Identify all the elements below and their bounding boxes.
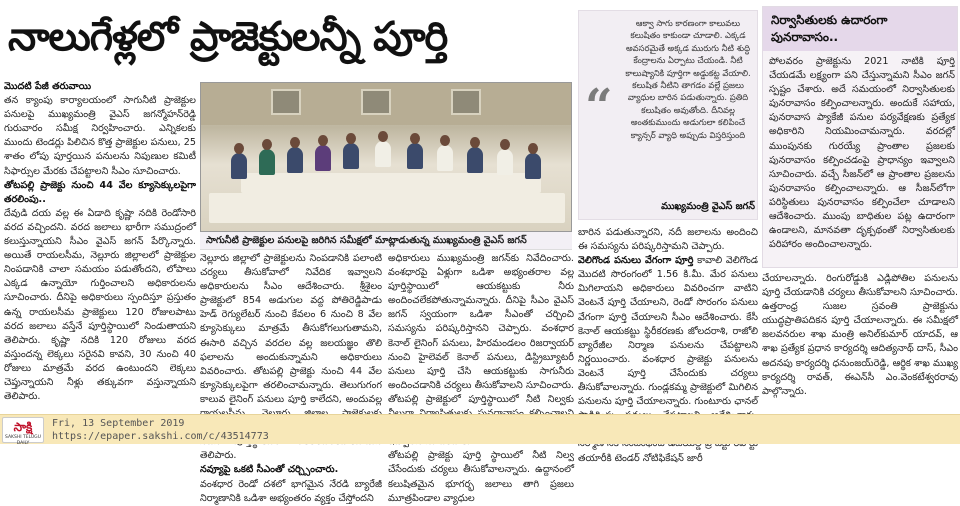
article-column-5: చేయాలన్నారు. రింగురోడ్డుకి ఎడ్లిపోతిల పనులను పూర్తి చేయడానికి చర్యలు తీసుకోవాలని సూచించారు. ఉత్తరాంధ్ర సుజల స్రవంతి ప్రాజెక్టును యుద్ధప్రాతిపదికన పూర్తి చేయాలన్నారు. ఈ సమీక్షలో జలవనరుల శాఖ మంత్రి అనిల్‌కుమార్ యాదవ్, ఆ శాఖ ప్రత్యేక ప్రధాన కార్యదర్శి ఆదిత్యనాథ్ దాస్, సీఎం అదనపు కార్యదర్శి ధనుంజయ్‌రెడ్డి, ఆర్థిక శాఖ ముఖ్య కార్యదర్శి రావత్, ఈఎన్‌సీ ఎం.వెంకటేశ్వరరావు పాల్గొన్నారు. [762,273,958,397]
quote-text: ఆక్వా సాగు కారణంగా కాలువలు కలుషితం కాకుండా చూడాలి. ఎక్కడ అవసరమైతే అక్కడ మురుగు నీటి శుద్ధి కేంద్రాలను ఏర్పాటు చేయండి. నీటి కాలుష్యానికి పూర్తిగా అడ్డుకట్ట వేయాలి. కలుషిత నీటిని తాగడం వల్లే ప్రజలు వ్యాధుల బారిన పడుతున్నారు. ప్రతిది కలుషితం అవుతోంది. దీనివల్ల అంతకుముందు అడుగులా కలిపించే క్యాన్సర్ వ్యాధి అప్పుడు విస్తరిస్తుంది [625,18,751,140]
quote-mark-icon: “ [585,79,613,135]
paragraph: కావాలి వెలిగొండ మొదటి సొరంగంలో 1.56 కి.మీ. మేర పనులు మిగిలాయని అధికారులు వివరించగా వాటిని వెంటనే పూర్తి చేయాలని, రెండో సొరంగం పనులు వేగంగా పూర్తి చేయాలని సీఎం ఆదేశించారు. కేసీ కెనాల్ ఆయకట్టు స్థిరీకరణకు జోలదరాశి, రాజోలి బ్యారేజీల నిర్మాణ పనులను చేపట్టాలని నిర్ణయించారు. వంశధార ప్రాజెక్టు పనులను వెంటనే పూర్తి చేసేందుకు చర్యలు తీసుకోవాలన్నారు. గుండ్లకమ్మ ప్రాజెక్టులో మిగిలిన పనులను పూర్తి చేయాలన్నారు. గుంటూరు ఛానల్ తయారీకి టెండర్ నోటిఫికేషన్ జారీ [578,255,758,464]
quote-box [578,10,758,220]
dateline: మొదటి పేజీ తరువాయి [4,81,92,92]
subheading: వెలిగొండ పనులు వేగంగా పూర్తి [578,255,694,267]
logo-wordmark: సాక్షి [13,420,33,434]
article-column-4 [578,226,758,464]
paragraph: అధికారులు ముఖ్యమంత్రి జగన్‌కు నివేదించారు. వంశధారపై ఏళ్లుగా ఒడిశా అభ్యంతరాల వల్ల పూర్తిస్థాయిలో ఆయకట్టుకు నీరు అందించలేకపోతున్నామన్నారు. దీనిపై సీఎం వైఎస్ జగన్ స్వయంగా ఒడిశా సీఎంతో చర్చించి సమస్యను పరిష్కరిస్తానని చెప్పారు. వంశధార కెనాల్ లైనింగ్ పనులు, హిరమండలం రిజర్వాయర్ నుంచి హైలెవల్ కెనాల్ పనులు, డిస్ట్రిబ్యూటరీ పనులు పూర్తి చేసి ఆయకట్టుకు సాగునీరు అందించడానికి చర్యలు తీసుకోవాలని సూచించారు. తోటపల్లి ప్రాజెక్టులో పూర్తిస్థాయిలో నీటి నిల్వకు [388,253,574,405]
article-column-3 [388,252,574,504]
sidebar-heading: నిర్వాసితులకు ఉదారంగా పునరావాసం.. [763,7,957,51]
paragraph: తన క్యాంపు కార్యాలయంలో సాగునీటి ప్రాజెక్టుల పనులపై ముఖ్యమంత్రి వైఎస్ జగన్మోహన్‌రెడ్డి గురువారం సమీక్ష నిర్వహించారు. ఎన్నికలకు ముందు టెండర్లు పిలిచిన కొత్త ప్రాజెక్టుల పనులు, 25 శాతం లోపు పూర్తయిన పనులను నిపుణుల కమిటీ సిఫార్సుల మేరకు చేపట్టాలని సీఎం సూచించారు. [4,95,196,177]
subheading: నవ్యూపై ఒకటి సీఎంతో చర్చ్సించారు. [200,464,339,476]
quote-attribution: ముఖ్యమంత్రి వైఎస్ జగన్ [661,201,755,212]
footer-bar [0,414,960,444]
sidebar-box [762,6,958,268]
paragraph: నెల్లూరు జిల్లాలో ప్రాజెక్టులను నింపడానికి పలాంటి చర్యలు తీసుకోవాలో నివేదిక ఇవ్వాలని అధికారులను సీఎం ఆదేశించారు. శ్రీశైలం ప్రాజెక్టులో 854 అడుగుల వద్ద పోతిరెడ్డిపాడు హెడ్ రెగ్యులేటర్ నుంచి కేవలం 6 నుంచి 8 వేల క్యూసెక్కులు మాత్రమే తీసుకోగలుగుతామని, ఈసారి వచ్చిన వరదల వల్ల జలయజ్ఞం తొలి ఫలాలను అందుకున్నామని అధికారులు వివరించారు. తోటపల్లి ప్రాజెక్టు నుంచి 44 వేల క్యూసెక్కులపైగా తరలించామన్నారు. తెలుగుగంగ కాలువ లైనింగ్ పనులు పూర్తి కాలేదని, అందువల్ల తెలిపారు. [200,253,382,462]
sidebar-text: పోలవరం ప్రాజెక్టును 2021 నాటికి పూర్తి చేయడమే లక్ష్యంగా పని చేస్తున్నామని సీఎం జగన్ స్పష్టం చేశారు. అదే సమయంలో నిర్వాసితులకు పునరావాసం కల్పించాలన్నారు. అందుకే సహాయ, పునరావాస ప్యాకేజీ పనుల పర్యవేక్షణకు ప్రత్యేక అధికారిని నియమించామన్నారు. వరదల్లో ముంపునకు గురయ్యే ప్రాంతాల ప్రజలకు పునరావాసం కల్పించడంపై ప్రాధాన్యం ఇవ్వాలని సూచించారు. వచ్చే సీజన్‌లో ఆ ప్రాంతాల ప్రజలను పునరావాసం కల్పించాలన్నారు. ఆ సీజన్‌లోగా పరిస్థితులు పునరావాసం కల్పించేలా చూడాలని ఆదేశించారు. ముంపు బాధితుల పట్ల ఉదారంగా ఉండాలని, మానవతా దృక్పథంతో నిర్వాసితులకు పరిహారం అందించాలన్నారు. [769,56,955,251]
logo-tagline: SAKSHI TELUGU DAILY [5,435,41,446]
paragraph: తోటపల్లి ప్రాజెక్టు పూర్తి స్థాయిలో నీటి నిల్వ చేసేందుకు చర్యలు తీసుకోవాలన్నారు. ఉద్దానంలో కలుషితమైన భూగర్భ జలాలు తాగి ప్రజలు మూత్రపిండాల వ్యాధుల [388,450,574,504]
paragraph: వంశధార రెండో దశలో భాగమైన నేరడి బ్యారేజీ నిర్మాణానికి ఒడిశా అభ్యంతరం వ్యక్తం చేస్తోందని [200,478,382,504]
paragraph: బారిన పడుతున్నారని, నదీ జలాలను అందించి ఈ సమస్యను పరిష్కరిస్తామని చెప్పారు. [578,227,758,253]
article-column-1 [4,80,196,410]
headline: నాలుగేళ్లలో ప్రాజెక్టులన్నీ పూర్తి [8,14,448,60]
sakshi-logo[interactable] [2,417,44,446]
meeting-photo [200,82,572,232]
edition-date: Fri, 13 September 2019 [52,418,185,429]
article-column-2 [200,252,382,504]
subheading: తోటపల్లి ప్రాజెక్టు నుంచి 44 వేల క్యూసెక్కులపైగా తరలింపు.. [4,179,196,205]
paragraph: దేవుడి దయ వల్ల ఈ ఏడాది కృష్ణా నదికి రెండోసారి వరద వచ్చిందని. వరద జలాలు భారీగా సముద్రంలో కలుస్తున్నాయని సీఎం వైఎస్ జగన్ పేర్కొన్నారు. అయితే రాయలసీమ, నెల్లూరు జిల్లాలలో ప్రాజెక్టుల నింపడానికి చాలా సమయం పడుతోందని, లోపాలు ఎక్కడ ఉన్నాయో గుర్తించాలని అధికారులను సూచించారు. దీనిపై అధికారులు స్పందిస్తూ ప్రస్తుతం ఉన్న రాయలసీమ ప్రాజెక్టులు 120 రోజులపాటు వరద జలాలు వస్తేనే పూర్తిస్థాయిలో నిండుతాయని తెలిపారు. కృష్ణా నదికి 120 రోజులు వరద వస్తుందన్న లెక్కలు సరైనవి కావని, 30 నుంచి 40 రోజులు మాత్రమే వరద ఉంటుందని లెక్కలు చెప్తున్నాయని నీళ్లు తక్కువగా వస్తున్నాయని తెలిపారు. [4,207,196,403]
photo-caption: సాగునీటి ప్రాజెక్టుల పనులపై జరిగిన సమీక్షలో మాట్లాడుతున్న ముఖ్యమంత్రి వైఎస్ జగన్ [200,232,572,250]
epaper-link[interactable]: https://epaper.sakshi.com/c/43514773 [52,431,269,442]
